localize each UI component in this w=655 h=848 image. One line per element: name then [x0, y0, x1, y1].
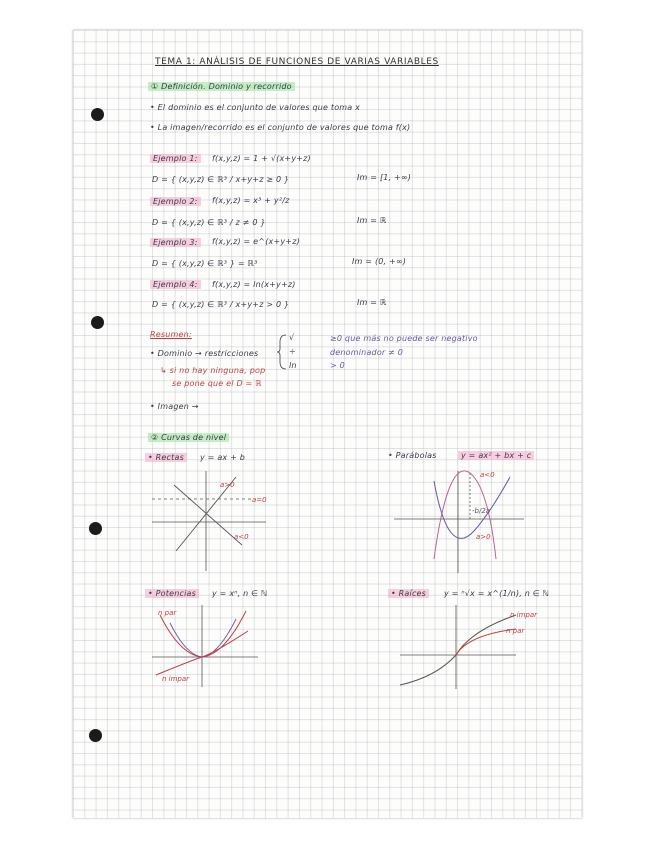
example-4-image: Im = ℝ	[357, 298, 387, 307]
graph-parabolas	[390, 467, 530, 579]
line-a-negative	[174, 485, 242, 545]
binder-hole	[91, 108, 104, 121]
label-n-par: n par	[158, 609, 177, 617]
summary-image-line: • Imagen →	[150, 402, 199, 411]
restriction-division-text: denominador ≠ 0	[330, 348, 404, 357]
label-vertex: -b/2a	[472, 507, 491, 515]
example-3-function: f(x,y,z) = e^(x+y+z)	[212, 237, 300, 246]
perforation-strip	[73, 30, 113, 818]
curve-n-impar	[400, 615, 516, 685]
example-4-function: f(x,y,z) = ln(x+y+z)	[212, 280, 296, 289]
restriction-ln-text: > 0	[330, 361, 345, 370]
section-heading-definicion	[148, 82, 295, 91]
graph-potencias-formula: y = xⁿ, n ∈ ℕ	[212, 589, 268, 598]
summary-heading: Resumen:	[150, 330, 192, 339]
curve-n-par-alt	[170, 619, 236, 657]
example-3-domain: D = { (x,y,z) ∈ ℝ³ } = ℝ³	[152, 259, 258, 268]
label-a-zero: a=0	[252, 496, 267, 504]
graph-parabolas-formula: y = ax² + bx + c	[458, 451, 534, 460]
graph-raices-formula: y = ⁿ√x = x^(1/n), n ∈ ℕ	[444, 589, 550, 598]
graph-parabolas-name: • Parábolas	[388, 451, 437, 460]
section-heading-curvas	[148, 433, 229, 442]
restriction-division-symbol: ÷	[289, 347, 296, 356]
bullet-dominio: • El dominio es el conjunto de valores que toma x	[150, 103, 361, 112]
summary-note-line1: ↳ si no hay ninguna, pop	[160, 366, 266, 375]
example-2-function: f(x,y,z) = x³ + y²/z	[212, 196, 290, 205]
restriction-root-text: ≥0 que más no puede ser negativo	[330, 334, 478, 343]
graph-potencias	[150, 601, 270, 691]
graph-rectas	[148, 467, 278, 577]
graph-potencias-name: • Potencias	[145, 589, 199, 598]
restriction-root-symbol: √	[289, 333, 295, 342]
label-n-par: n par	[506, 627, 525, 635]
example-2-domain: D = { (x,y,z) ∈ ℝ³ / z ≠ 0 }	[152, 218, 266, 227]
label-n-impar: n impar	[510, 611, 538, 619]
summary-note-line2: se pone que el D = ℝ	[172, 379, 262, 388]
example-1-domain: D = { (x,y,z) ∈ ℝ³ / x+y+z ≥ 0 }	[152, 175, 290, 184]
label-a-negative: a<0	[234, 533, 249, 541]
binder-hole	[91, 316, 104, 329]
example-1-function: f(x,y,z) = 1 + √(x+y+z)	[212, 154, 311, 163]
label-a-positive: a>0	[476, 533, 491, 541]
label-a-positive: a>0	[220, 481, 235, 489]
label-a-negative: a<0	[480, 471, 495, 479]
example-2-image: Im = ℝ	[357, 216, 387, 225]
example-2-label: Ejemplo 2:	[150, 197, 201, 206]
example-4-label: Ejemplo 4:	[150, 280, 201, 289]
notebook-sheet	[73, 30, 582, 818]
section-heading-text: ② Curvas de nivel	[148, 433, 229, 442]
bullet-imagen: • La imagen/recorrido es el conjunto de valores que toma f(x)	[150, 123, 411, 132]
example-3-image: Im = (0, +∞)	[352, 257, 407, 266]
example-1-image: Im = [1, +∞)	[357, 173, 412, 182]
restriction-brace	[276, 334, 288, 370]
graph-raices	[396, 601, 566, 693]
graph-raices-name: • Raíces	[388, 589, 429, 598]
restriction-ln-symbol: ln	[289, 361, 297, 370]
page-title: TEMA 1: ANÁLISIS DE FUNCIONES DE VARIAS VARIABLES	[155, 57, 439, 67]
example-1-label: Ejemplo 1:	[150, 154, 201, 163]
summary-domain-line: • Dominio → restricciones	[150, 349, 259, 358]
example-4-domain: D = { (x,y,z) ∈ ℝ³ / x+y+z > 0 }	[152, 300, 290, 309]
label-n-impar: n impar	[162, 675, 190, 683]
example-3-label: Ejemplo 3:	[150, 238, 201, 247]
binder-hole	[89, 729, 102, 742]
binder-hole	[89, 522, 102, 535]
graph-rectas-formula: y = ax + b	[200, 453, 246, 462]
section-heading-text: ① Definición. Dominio y recorrido	[148, 82, 295, 91]
curve-n-par	[160, 611, 246, 657]
graph-rectas-name: • Rectas	[145, 453, 187, 462]
